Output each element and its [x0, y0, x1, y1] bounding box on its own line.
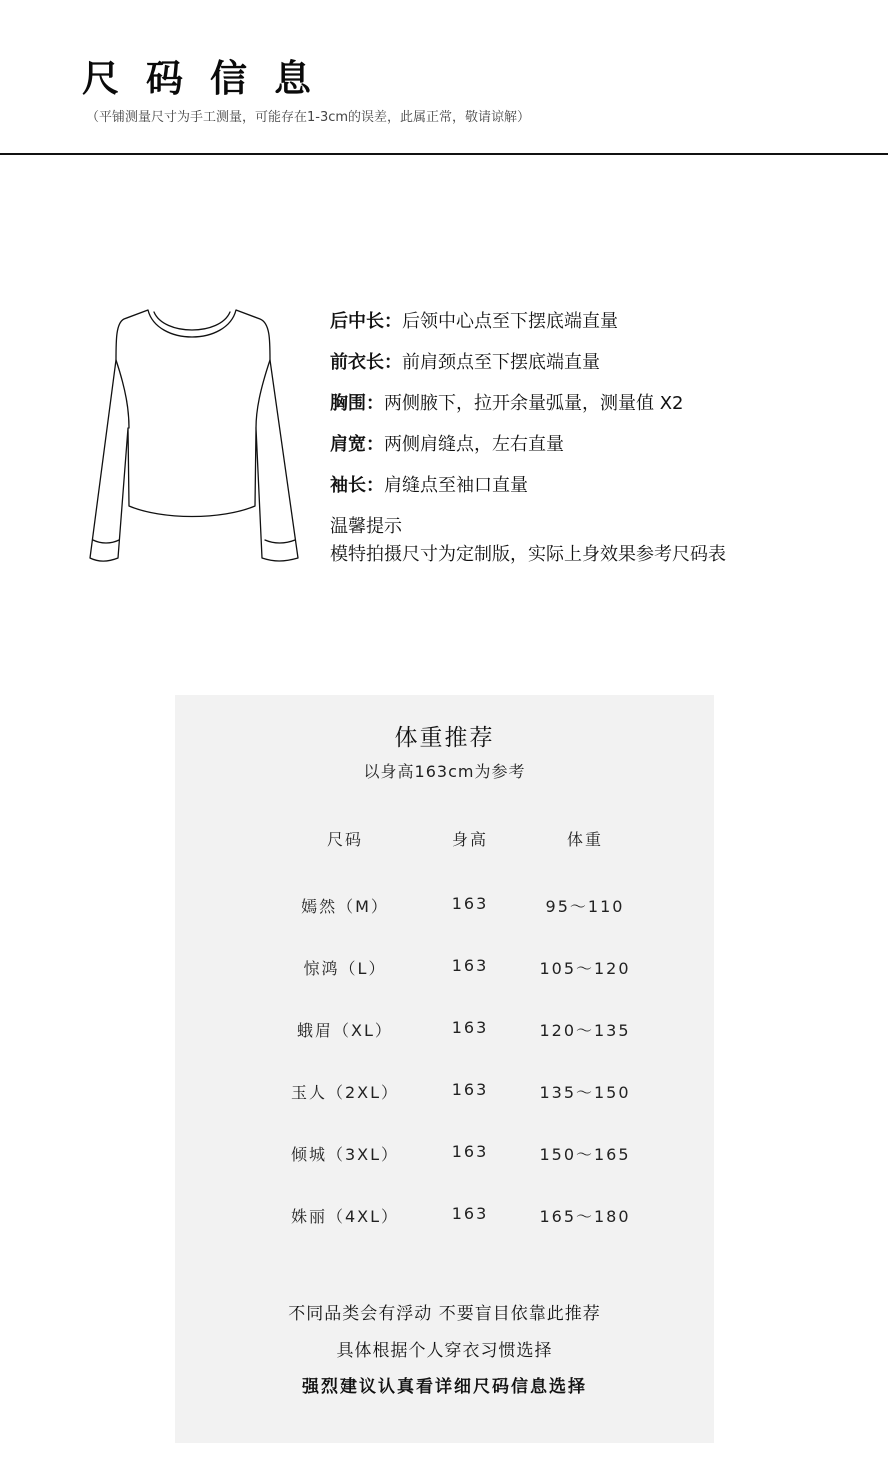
- table-cell-weight: 150～165: [539, 1145, 631, 1164]
- table-cell-height: 163: [451, 1142, 489, 1161]
- definition-term: 肩宽：: [330, 434, 384, 455]
- definition-row: [330, 390, 726, 431]
- page-subtitle: （平铺测量尺寸为手工测量，可能存在1-3cm的误差，此属正常，敬请谅解）: [86, 110, 531, 125]
- table-header-height: 身高: [451, 830, 488, 849]
- definition-desc: 前肩颈点至下摆底端直量: [402, 352, 600, 373]
- long-sleeve-tshirt-outline-icon: [82, 300, 302, 565]
- table-cell-weight: 165～180: [539, 1207, 631, 1226]
- table-cell-weight: 135～150: [539, 1083, 631, 1102]
- tip-title: 温馨提示: [330, 516, 402, 537]
- table-header-weight: 体重: [566, 830, 603, 849]
- table-cell-size: 倾城（3XL）: [290, 1145, 400, 1164]
- table-cell-height: 163: [451, 1018, 489, 1037]
- table-header-size: 尺码: [326, 830, 363, 849]
- table-cell-size: 姝丽（4XL）: [290, 1207, 400, 1226]
- definition-desc: 肩缝点至袖口直量: [384, 475, 528, 496]
- definition-term: 袖长：: [330, 475, 384, 496]
- table-cell-size: 嫣然（M）: [301, 897, 389, 916]
- definition-row: [330, 308, 726, 349]
- table-cell-size: 蛾眉（XL）: [297, 1021, 393, 1040]
- table-cell-weight: 120～135: [539, 1021, 631, 1040]
- definition-row: [330, 349, 726, 390]
- definition-row: [330, 472, 726, 513]
- note-line: 具体根据个人穿衣习惯选择: [336, 1341, 553, 1361]
- definition-term: 后中长：: [330, 311, 402, 332]
- table-cell-weight: 95～110: [545, 897, 625, 916]
- note-line: 不同品类会有浮动 不要盲目依靠此推荐: [288, 1304, 601, 1324]
- definition-term: 前衣长：: [330, 352, 402, 373]
- tip-text: 模特拍摄尺寸为定制版，实际上身效果参考尺码表: [330, 544, 726, 565]
- panel-subtitle: 以身高163cm为参考: [363, 762, 526, 781]
- definition-row: [330, 431, 726, 472]
- table-cell-height: 163: [451, 1204, 489, 1223]
- definition-term: 胸围：: [330, 393, 384, 414]
- measurement-definitions: [330, 308, 726, 569]
- definition-desc: 后领中心点至下摆底端直量: [402, 311, 618, 332]
- definition-desc: 两侧肩缝点，左右直量: [384, 434, 564, 455]
- table-cell-height: 163: [451, 956, 489, 975]
- weight-recommendation-panel: [175, 695, 714, 1443]
- definition-desc: 两侧腋下，拉开余量弧量，测量值 X2: [384, 393, 684, 414]
- table-cell-size: 惊鸿（L）: [303, 959, 387, 978]
- table-cell-size: 玉人（2XL）: [290, 1083, 400, 1102]
- table-cell-weight: 105～120: [539, 959, 631, 978]
- table-cell-height: 163: [451, 1080, 489, 1099]
- note-line-emphasis: 强烈建议认真看详细尺码信息选择: [302, 1377, 587, 1397]
- page-title: 尺码信息: [82, 57, 338, 100]
- table-cell-height: 163: [451, 894, 489, 913]
- header-divider: [0, 153, 888, 155]
- panel-title: 体重推荐: [394, 725, 495, 751]
